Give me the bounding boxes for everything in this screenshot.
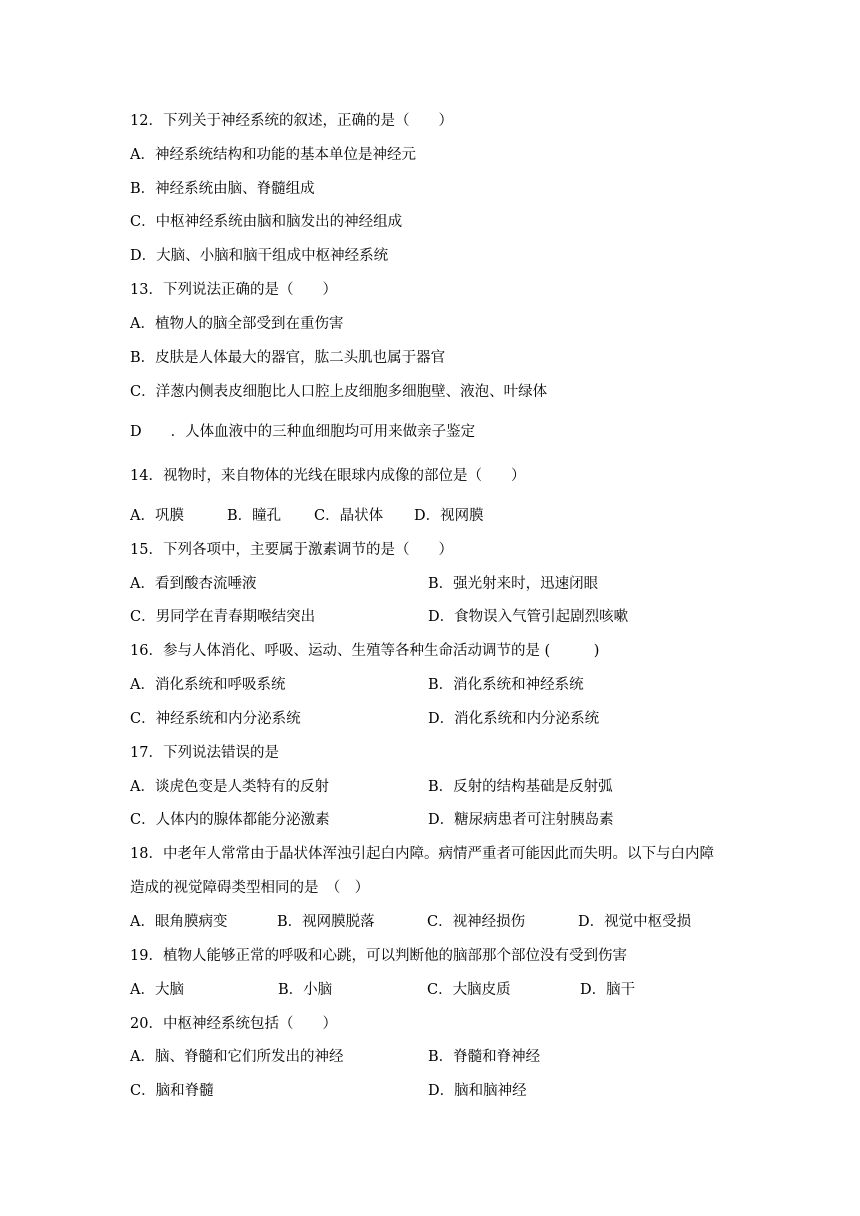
question-12-option-c: C．中枢神经系统由脑和脑发出的神经组成: [130, 214, 403, 230]
question-17-stem: 17．下列说法错误的是: [130, 745, 279, 761]
question-14-option-a: A．巩膜: [130, 508, 184, 524]
question-15-row-1: [130, 574, 256, 594]
question-13-option-c: C．洋葱内侧表皮细胞比人口腔上皮细胞多细胞壁、液泡、叶绿体: [130, 384, 548, 400]
question-14-option-d: D．视网膜: [414, 508, 484, 524]
question-12-option-d: D．大脑、小脑和脑干组成中枢神经系统: [130, 248, 389, 264]
question-16-option-d: D．消化系统和内分泌系统: [428, 711, 600, 727]
question-19-options: [130, 980, 635, 1000]
question-16-option-a: A．消化系统和呼吸系统: [130, 677, 286, 693]
question-18-option-c: C．视神经损伤: [427, 914, 526, 930]
question-17-option-a: A．谈虎色变是人类特有的反射: [130, 779, 329, 795]
question-18-option-d: D．视觉中枢受损: [578, 914, 692, 930]
question-17-option-b: B．反射的结构基础是反射弧: [428, 779, 613, 795]
question-20-option-c: C．脑和脊髓: [130, 1083, 214, 1099]
question-16-option-c: C．神经系统和内分泌系统: [130, 711, 301, 727]
question-18-stem-line-2: 造成的视觉障碍类型相同的是 （ ）: [130, 880, 370, 896]
question-15-option-b: B．强光射来时，迅速闭眼: [428, 576, 599, 592]
question-20-option-d: D．脑和脑神经: [428, 1083, 527, 1099]
question-17-option-c: C．人体内的腺体都能分泌激素: [130, 812, 330, 828]
question-14-options: [130, 506, 484, 526]
question-20-option-b: B．脊髓和脊神经: [428, 1049, 541, 1065]
question-18-option-b: B．视网膜脱落: [277, 914, 375, 930]
question-13-option-b: B．皮肤是人体最大的器官，肱二头肌也属于器官: [130, 350, 446, 366]
question-19-stem: 19．植物人能够正常的呼吸和心跳，可以判断他的脑部那个部位没有受到伤害: [130, 948, 627, 964]
question-19-option-c: C．大脑皮质: [427, 982, 511, 998]
question-14-stem: 14．视物时，来自物体的光线在眼球内成像的部位是（ ）: [130, 468, 526, 484]
question-18-option-a: A．眼角膜病变: [130, 914, 228, 930]
question-12-stem: 12．下列关于神经系统的叙述，正确的是（ ）: [130, 113, 453, 129]
question-15-option-c: C．男同学在青春期喉结突出: [130, 609, 316, 625]
question-19-option-b: B．小脑: [278, 982, 333, 998]
question-16-stem: 16．参与人体消化、呼吸、运动、生殖等各种生命活动调节的是 ( ): [130, 643, 600, 659]
question-13-option-d: D ．人体血液中的三种血细胞均可用来做亲子鉴定: [130, 424, 476, 440]
question-20-option-a: A．脑、脊髓和它们所发出的神经: [130, 1049, 344, 1065]
question-17-option-d: D．糖尿病患者可注射胰岛素: [428, 812, 614, 828]
question-18-stem-line-1: 18．中老年人常常由于晶状体浑浊引起白内障。病情严重者可能因此而失明。以下与白内障: [130, 846, 714, 862]
question-20-stem: 20．中枢神经系统包括（ ）: [130, 1016, 337, 1032]
question-12-option-a: A．神经系统结构和功能的基本单位是神经元: [130, 147, 416, 163]
question-13-stem: 13．下列说法正确的是（ ）: [130, 282, 337, 298]
question-15-stem: 15．下列各项中，主要属于激素调节的是（ ）: [130, 542, 453, 558]
question-14-option-b: B．瞳孔: [227, 508, 282, 524]
question-19-option-d: D．脑干: [580, 982, 636, 998]
question-15-option-d: D．食物误入气管引起剧烈咳嗽: [428, 609, 629, 625]
question-13-option-a: A．植物人的脑全部受到在重伤害: [130, 316, 344, 332]
question-14-option-c: C．晶状体: [314, 508, 384, 524]
question-15-option-a: A．看到酸杏流唾液: [130, 576, 257, 592]
question-12-option-b: B．神经系统由脑、脊髓组成: [130, 181, 315, 197]
question-19-option-a: A．大脑: [130, 982, 184, 998]
question-16-option-b: B．消化系统和神经系统: [428, 677, 584, 693]
question-18-options: [130, 912, 691, 932]
